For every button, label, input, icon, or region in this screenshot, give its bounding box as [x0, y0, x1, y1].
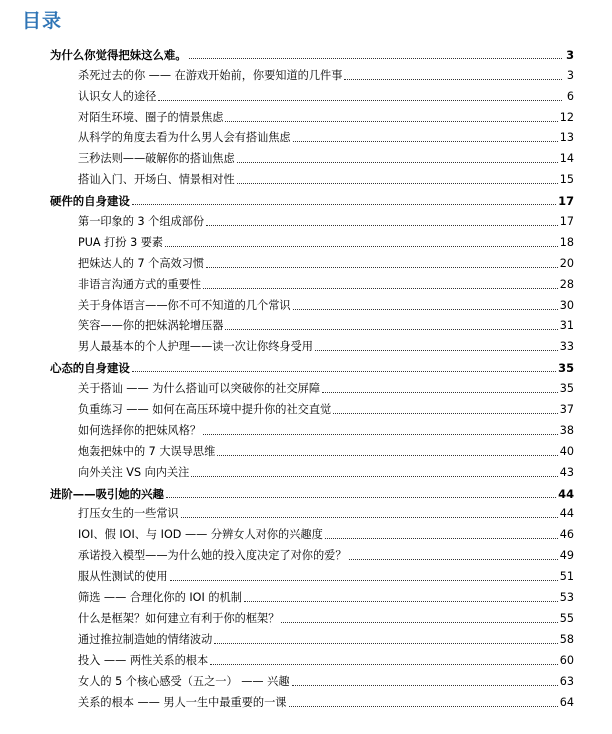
toc-page-number: 15: [559, 173, 574, 187]
toc-entry-title: 对陌生环境、圈子的情景焦虑: [78, 110, 224, 124]
toc-entry-title: 筛选 —— 合理化你的 IOI 的机制: [78, 591, 242, 605]
toc-dot-leader: [206, 224, 558, 226]
toc-entry-title: 通过推拉制造她的情绪波动: [78, 632, 213, 646]
toc-dot-leader: [225, 120, 557, 122]
toc-subsection-entry[interactable]: [0, 438, 612, 459]
toc-subsection-entry[interactable]: [0, 166, 612, 187]
toc-dot-leader: [325, 537, 558, 539]
toc-page-number: 6: [566, 89, 574, 103]
toc-dot-leader: [132, 370, 556, 372]
toc-page-number: 46: [559, 528, 574, 542]
toc-dot-leader: [170, 579, 558, 581]
toc-dot-leader: [203, 287, 558, 289]
toc-page-number: 35: [559, 382, 574, 396]
toc-dot-leader: [132, 203, 556, 205]
toc-page-number: 17: [559, 215, 574, 229]
toc-entry-title: 笑容——你的把妹涡轮增压器: [78, 319, 224, 333]
toc-dot-leader: [166, 496, 556, 498]
toc-page-number: 30: [559, 298, 574, 312]
toc-entry-title: IOI、假 IOI、与 IOD —— 分辨女人对你的兴趣度: [78, 528, 323, 542]
toc-page-number: 28: [559, 277, 574, 291]
toc-dot-leader: [292, 684, 558, 686]
toc-page-number: 14: [559, 152, 574, 166]
toc-page-number: 60: [559, 653, 574, 667]
toc-title: 目录: [22, 10, 63, 32]
toc-entry-title: 服从性测试的使用: [78, 570, 168, 584]
toc-entry-title: 负重练习 —— 如何在高压环境中提升你的社交直觉: [78, 403, 332, 417]
toc-subsection-entry[interactable]: [0, 375, 612, 396]
toc-subsection-entry[interactable]: [0, 605, 612, 626]
toc-subsection-entry[interactable]: [0, 647, 612, 668]
toc-subsection-entry[interactable]: [0, 396, 612, 417]
toc-entry-title: 搭讪入门、开场白、情景相对性: [78, 173, 235, 187]
toc-page-number: 53: [559, 591, 574, 605]
toc-dot-leader: [165, 245, 558, 247]
toc-subsection-entry[interactable]: [0, 459, 612, 480]
toc-entry-title: 硬件的自身建设: [50, 194, 130, 209]
toc-dot-leader: [217, 454, 557, 456]
toc-dot-leader: [281, 621, 557, 623]
toc-dot-leader: [349, 558, 558, 560]
toc-entry-title: 三秒法则——破解你的搭讪焦虑: [78, 152, 235, 166]
toc-dot-leader: [210, 663, 558, 665]
toc-subsection-entry[interactable]: [0, 62, 612, 83]
toc-entry-title: 把妹达人的 7 个高效习惯: [78, 256, 205, 270]
toc-entry-title: 如何选择你的把妹风格？: [78, 423, 202, 437]
toc-entry-title: 认识女人的途径: [78, 89, 157, 103]
toc-page-number: 64: [559, 695, 574, 709]
toc-page-number: 3: [566, 68, 574, 82]
toc-page-number: 51: [559, 570, 574, 584]
toc-dot-leader: [191, 475, 557, 477]
toc-subsection-entry[interactable]: [0, 563, 612, 584]
toc-subsection-entry[interactable]: [0, 333, 612, 354]
toc-dot-leader: [344, 78, 562, 80]
toc-subsection-entry[interactable]: [0, 250, 612, 271]
toc-page-number: 18: [559, 235, 574, 249]
toc-page-number: 37: [559, 403, 574, 417]
toc-subsection-entry[interactable]: [0, 521, 612, 542]
toc-page-number: 55: [559, 611, 574, 625]
toc-entry-title: 进阶——吸引她的兴趣: [50, 486, 164, 501]
toc-entry-title: 女人的 5 个核心感受（五之一） —— 兴趣: [78, 674, 290, 688]
toc-entry-title: 投入 —— 两性关系的根本: [78, 653, 209, 667]
toc-page-number: 35: [558, 361, 574, 376]
toc-subsection-entry[interactable]: [0, 104, 612, 125]
toc-dot-leader: [181, 516, 558, 518]
toc-entry-title: 心态的自身建设: [50, 361, 130, 376]
toc-dot-leader: [158, 99, 562, 101]
toc-subsection-entry[interactable]: [0, 417, 612, 438]
toc-entry-title: 承诺投入模型——为什么她的投入度决定了对你的爱？: [78, 549, 347, 563]
toc-dot-leader: [322, 391, 558, 393]
toc-dot-leader: [333, 412, 558, 414]
toc-page-number: 31: [559, 319, 574, 333]
toc-page-number: 40: [559, 444, 574, 458]
toc-subsection-entry[interactable]: [0, 83, 612, 104]
toc-entry-title: 杀死过去的你 —— 在游戏开始前，你要知道的几件事: [78, 68, 343, 82]
toc-page-number: 49: [559, 549, 574, 563]
toc-entry-title: 男人最基本的个人护理——读一次让你终身受用: [78, 340, 313, 354]
toc-page-number: 44: [559, 507, 574, 521]
toc-entry-title: 关于搭讪 —— 为什么搭讪可以突破你的社交屏障: [78, 382, 321, 396]
toc-page-number: 13: [559, 131, 574, 145]
toc-page-number: 58: [559, 632, 574, 646]
toc-subsection-entry[interactable]: [0, 292, 612, 313]
toc-entry-title: 关系的根本 —— 男人一生中最重要的一课: [78, 695, 287, 709]
toc-subsection-entry[interactable]: [0, 313, 612, 334]
toc-dot-leader: [237, 161, 558, 163]
toc-entry-title: 向外关注 VS 向内关注: [78, 465, 190, 479]
toc-section-entry[interactable]: [0, 41, 612, 62]
toc-section-entry[interactable]: [0, 480, 612, 501]
toc-subsection-entry[interactable]: [0, 584, 612, 605]
toc-list: [0, 41, 612, 710]
toc-subsection-entry[interactable]: [0, 229, 612, 250]
toc-subsection-entry[interactable]: [0, 668, 612, 689]
toc-subsection-entry[interactable]: [0, 689, 612, 710]
toc-page-number: 17: [558, 194, 574, 209]
toc-section-entry[interactable]: [0, 354, 612, 375]
toc-dot-leader: [293, 140, 558, 142]
toc-page-number: 3: [566, 47, 574, 62]
toc-dot-leader: [237, 182, 558, 184]
toc-subsection-entry[interactable]: [0, 626, 612, 647]
toc-dot-leader: [293, 308, 558, 310]
toc-dot-leader: [244, 600, 558, 602]
toc-dot-leader: [189, 57, 562, 59]
toc-entry-title: 什么是框架？如何建立有利于你的框架？: [78, 611, 280, 625]
toc-section-entry[interactable]: [0, 187, 612, 208]
toc-entry-title: 关于身体语言——你不可不知道的几个常识: [78, 298, 291, 312]
toc-page-number: 38: [559, 423, 574, 437]
toc-page-number: 33: [559, 340, 574, 354]
toc-dot-leader: [214, 642, 557, 644]
toc-entry-title: 炮轰把妹中的 7 大误导思维: [78, 444, 216, 458]
toc-page-number: 44: [558, 486, 574, 501]
toc-subsection-entry[interactable]: [0, 542, 612, 563]
toc-entry-title: 打压女生的一些常识: [78, 507, 179, 521]
toc-subsection-entry[interactable]: [0, 145, 612, 166]
toc-entry-title: 从科学的角度去看为什么男人会有搭讪焦虑: [78, 131, 291, 145]
toc-page-number: 43: [559, 465, 574, 479]
toc-subsection-entry[interactable]: [0, 125, 612, 146]
toc-dot-leader: [203, 433, 558, 435]
toc-dot-leader: [289, 705, 558, 707]
toc-entry-title: 第一印象的 3 个组成部份: [78, 215, 205, 229]
toc-subsection-entry[interactable]: [0, 208, 612, 229]
toc-dot-leader: [225, 328, 557, 330]
toc-entry-title: 为什么你觉得把妹这么难。: [50, 47, 187, 62]
toc-page-number: 20: [559, 256, 574, 270]
toc-entry-title: PUA 打扮 3 要素: [78, 235, 164, 249]
toc-page-number: 12: [559, 110, 574, 124]
toc-subsection-entry[interactable]: [0, 501, 612, 522]
toc-subsection-entry[interactable]: [0, 271, 612, 292]
toc-entry-title: 非语言沟通方式的重要性: [78, 277, 202, 291]
toc-dot-leader: [315, 349, 558, 351]
toc-page-number: 63: [559, 674, 574, 688]
toc-dot-leader: [206, 266, 558, 268]
